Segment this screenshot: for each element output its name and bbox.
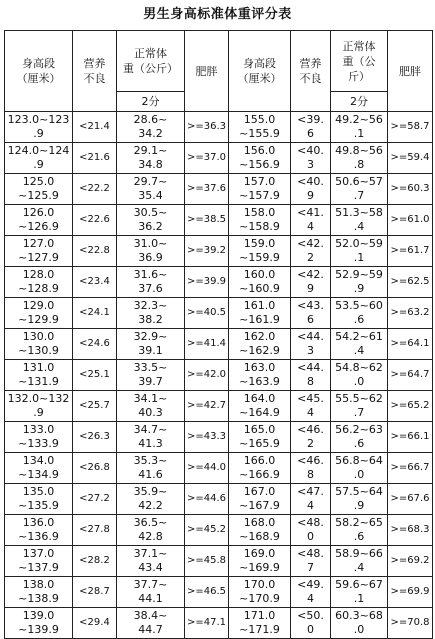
obese-cell: >=40.5 (185, 298, 229, 329)
height-range-cell-right: 163.0 ~163.9 (229, 360, 291, 391)
normal-weight-cell: 36.5~ 42.8 (117, 515, 185, 546)
height-range-cell-right: 169.0 ~169.9 (229, 546, 291, 577)
height-range-cell-right: 165.0 ~165.9 (229, 422, 291, 453)
height-range-cell: 134.0 ~134.9 (5, 453, 73, 484)
table-row (5, 174, 433, 205)
table-title: 男生身高标准体重评分表 (143, 7, 292, 22)
malnutrition-cell-right: <44. 8 (291, 360, 331, 391)
table-row (5, 112, 433, 143)
malnutrition-cell-right: <46. 8 (291, 453, 331, 484)
malnutrition-cell: <21.4 (73, 112, 117, 143)
obese-cell: >=45.2 (185, 515, 229, 546)
obese-cell-right: >=61.7 (388, 236, 433, 267)
obese-cell: >=42.7 (185, 391, 229, 422)
malnutrition-cell-right: <46. 2 (291, 422, 331, 453)
normal-weight-cell-right: 56.2~63 .6 (331, 422, 388, 453)
table-row (5, 236, 433, 267)
table-row (5, 515, 433, 546)
height-range-cell: 139.0 ~139.9 (5, 608, 73, 639)
height-range-cell-right: 157.0 ~157.9 (229, 174, 291, 205)
header-obese: 肥胖 (185, 31, 229, 112)
height-range-cell-right: 155.0 ~155.9 (229, 112, 291, 143)
table-row (5, 143, 433, 174)
obese-cell: >=38.5 (185, 205, 229, 236)
height-range-cell: 129.0 ~129.9 (5, 298, 73, 329)
malnutrition-cell: <24.6 (73, 329, 117, 360)
height-range-cell-right: 171.0 ~171.9 (229, 608, 291, 639)
height-range-cell-right: 158.0 ~158.9 (229, 205, 291, 236)
header-normal-weight: 正常体 重（公斤） (117, 31, 185, 92)
height-range-cell-right: 164.0 ~164.9 (229, 391, 291, 422)
normal-weight-cell-right: 58.9~66 .4 (331, 546, 388, 577)
height-range-cell: 137.0 ~137.9 (5, 546, 73, 577)
obese-cell: >=39.9 (185, 267, 229, 298)
malnutrition-cell: <22.2 (73, 174, 117, 205)
table-row (5, 546, 433, 577)
normal-weight-cell: 30.5~ 36.2 (117, 205, 185, 236)
normal-weight-cell: 31.0~ 36.9 (117, 236, 185, 267)
malnutrition-cell-right: <40. 3 (291, 143, 331, 174)
height-range-cell: 138.0 ~138.9 (5, 577, 73, 608)
height-range-cell-right: 159.0 ~159.9 (229, 236, 291, 267)
table-row (5, 608, 433, 639)
obese-cell: >=47.1 (185, 608, 229, 639)
table-row (5, 577, 433, 608)
height-range-cell: 131.0 ~131.9 (5, 360, 73, 391)
obese-cell: >=37.0 (185, 143, 229, 174)
height-range-cell: 128.0 ~128.9 (5, 267, 73, 298)
normal-weight-cell-right: 56.8~64 .0 (331, 453, 388, 484)
normal-weight-cell-right: 59.6~67 .1 (331, 577, 388, 608)
malnutrition-cell-right: <43. 6 (291, 298, 331, 329)
malnutrition-cell: <28.7 (73, 577, 117, 608)
malnutrition-cell-right: <48. 0 (291, 515, 331, 546)
height-range-cell-right: 170.0 ~170.9 (229, 577, 291, 608)
height-range-cell: 132.0~132 .9 (5, 391, 73, 422)
height-range-cell: 133.0 ~133.9 (5, 422, 73, 453)
normal-weight-cell-right: 49.2~56 .1 (331, 112, 388, 143)
malnutrition-cell-right: <41. 4 (291, 205, 331, 236)
normal-weight-cell: 32.9~ 39.1 (117, 329, 185, 360)
normal-weight-cell: 32.3~ 38.2 (117, 298, 185, 329)
height-range-cell: 123.0~123 .9 (5, 112, 73, 143)
normal-weight-cell-right: 57.5~64 .9 (331, 484, 388, 515)
normal-weight-cell-right: 60.3~68 .0 (331, 608, 388, 639)
malnutrition-cell-right: <40. 9 (291, 174, 331, 205)
malnutrition-cell: <28.2 (73, 546, 117, 577)
malnutrition-cell: <22.6 (73, 205, 117, 236)
normal-weight-cell: 37.1~ 43.4 (117, 546, 185, 577)
malnutrition-cell-right: <49. 4 (291, 577, 331, 608)
malnutrition-cell-right: <48. 7 (291, 546, 331, 577)
normal-weight-cell-right: 52.9~59 .9 (331, 267, 388, 298)
normal-weight-cell: 38.4~ 44.7 (117, 608, 185, 639)
height-range-cell: 124.0~124 .9 (5, 143, 73, 174)
score-label: 2分 (117, 92, 185, 112)
obese-cell-right: >=69.2 (388, 546, 433, 577)
normal-weight-cell-right: 51.3~58 .4 (331, 205, 388, 236)
obese-cell-right: >=66.7 (388, 453, 433, 484)
obese-cell-right: >=62.5 (388, 267, 433, 298)
normal-weight-cell-right: 54.2~61 .4 (331, 329, 388, 360)
header-normal-weight-right: 正常体 重（公 斤） (331, 31, 388, 92)
table-row (5, 391, 433, 422)
normal-weight-cell: 34.1~ 40.3 (117, 391, 185, 422)
obese-cell-right: >=61.0 (388, 205, 433, 236)
height-range-cell: 130.0 ~130.9 (5, 329, 73, 360)
height-range-cell: 135.0 ~135.9 (5, 484, 73, 515)
height-range-cell: 126.0 ~126.9 (5, 205, 73, 236)
malnutrition-cell: <23.4 (73, 267, 117, 298)
normal-weight-cell: 29.7~ 35.4 (117, 174, 185, 205)
height-range-cell-right: 167.0 ~167.9 (229, 484, 291, 515)
table-row (5, 484, 433, 515)
normal-weight-cell: 28.6~ 34.2 (117, 112, 185, 143)
height-range-cell: 125.0 ~125.9 (5, 174, 73, 205)
header-obese-right: 肥胖 (388, 31, 433, 112)
obese-cell-right: >=63.2 (388, 298, 433, 329)
malnutrition-cell: <26.3 (73, 422, 117, 453)
obese-cell: >=37.6 (185, 174, 229, 205)
normal-weight-cell: 35.3~ 41.6 (117, 453, 185, 484)
normal-weight-cell-right: 52.0~59 .1 (331, 236, 388, 267)
obese-cell: >=41.4 (185, 329, 229, 360)
obese-cell: >=44.6 (185, 484, 229, 515)
normal-weight-cell: 31.6~ 37.6 (117, 267, 185, 298)
malnutrition-cell: <22.8 (73, 236, 117, 267)
table-row (5, 453, 433, 484)
header-malnutrition-right: 营养 不良 (291, 31, 331, 112)
normal-weight-cell: 34.7~ 41.3 (117, 422, 185, 453)
obese-cell-right: >=69.9 (388, 577, 433, 608)
normal-weight-cell-right: 53.5~60 .6 (331, 298, 388, 329)
obese-cell-right: >=66.1 (388, 422, 433, 453)
obese-cell: >=43.3 (185, 422, 229, 453)
weight-score-table (4, 30, 433, 639)
header-height-right: 身高段 （厘米） (229, 31, 291, 112)
normal-weight-cell-right: 54.8~62 .0 (331, 360, 388, 391)
malnutrition-cell: <29.4 (73, 608, 117, 639)
malnutrition-cell: <25.7 (73, 391, 117, 422)
normal-weight-cell-right: 50.6~57 .7 (331, 174, 388, 205)
normal-weight-cell: 35.9~ 42.2 (117, 484, 185, 515)
header-height: 身高段 （厘米） (5, 31, 73, 112)
obese-cell: >=39.2 (185, 236, 229, 267)
malnutrition-cell: <27.8 (73, 515, 117, 546)
obese-cell: >=36.3 (185, 112, 229, 143)
malnutrition-cell-right: <42. 2 (291, 236, 331, 267)
normal-weight-cell-right: 58.2~65 .6 (331, 515, 388, 546)
obese-cell-right: >=59.4 (388, 143, 433, 174)
obese-cell-right: >=67.6 (388, 484, 433, 515)
table-row (5, 205, 433, 236)
normal-weight-cell: 29.1~ 34.8 (117, 143, 185, 174)
malnutrition-cell-right: <45. 4 (291, 391, 331, 422)
malnutrition-cell: <21.6 (73, 143, 117, 174)
normal-weight-cell: 33.5~ 39.7 (117, 360, 185, 391)
obese-cell-right: >=70.8 (388, 608, 433, 639)
height-range-cell-right: 160.0 ~160.9 (229, 267, 291, 298)
malnutrition-cell-right: <47. 4 (291, 484, 331, 515)
obese-cell-right: >=60.3 (388, 174, 433, 205)
height-range-cell-right: 162.0 ~162.9 (229, 329, 291, 360)
malnutrition-cell-right: <44. 3 (291, 329, 331, 360)
obese-cell: >=46.5 (185, 577, 229, 608)
obese-cell-right: >=68.3 (388, 515, 433, 546)
score-label-right: 2分 (331, 92, 388, 112)
obese-cell-right: >=58.7 (388, 112, 433, 143)
malnutrition-cell-right: <39. 6 (291, 112, 331, 143)
table-row (5, 329, 433, 360)
malnutrition-cell: <24.1 (73, 298, 117, 329)
header-row (5, 31, 433, 92)
table-row (5, 298, 433, 329)
height-range-cell-right: 168.0 ~168.9 (229, 515, 291, 546)
obese-cell: >=42.0 (185, 360, 229, 391)
malnutrition-cell: <25.1 (73, 360, 117, 391)
table-row (5, 267, 433, 298)
obese-cell-right: >=65.2 (388, 391, 433, 422)
normal-weight-cell-right: 49.8~56 .8 (331, 143, 388, 174)
header-malnutrition: 营养 不良 (73, 31, 117, 112)
obese-cell: >=45.8 (185, 546, 229, 577)
height-range-cell-right: 161.0 ~161.9 (229, 298, 291, 329)
table-row (5, 422, 433, 453)
normal-weight-cell: 37.7~ 44.1 (117, 577, 185, 608)
malnutrition-cell-right: <50. 0 (291, 608, 331, 639)
obese-cell-right: >=64.7 (388, 360, 433, 391)
malnutrition-cell-right: <42. 9 (291, 267, 331, 298)
height-range-cell-right: 166.0 ~166.9 (229, 453, 291, 484)
height-range-cell: 136.0 ~136.9 (5, 515, 73, 546)
obese-cell: >=44.0 (185, 453, 229, 484)
malnutrition-cell: <27.2 (73, 484, 117, 515)
malnutrition-cell: <26.8 (73, 453, 117, 484)
height-range-cell-right: 156.0 ~156.9 (229, 143, 291, 174)
table-row (5, 360, 433, 391)
normal-weight-cell-right: 55.5~62 .7 (331, 391, 388, 422)
height-range-cell: 127.0 ~127.9 (5, 236, 73, 267)
obese-cell-right: >=64.1 (388, 329, 433, 360)
